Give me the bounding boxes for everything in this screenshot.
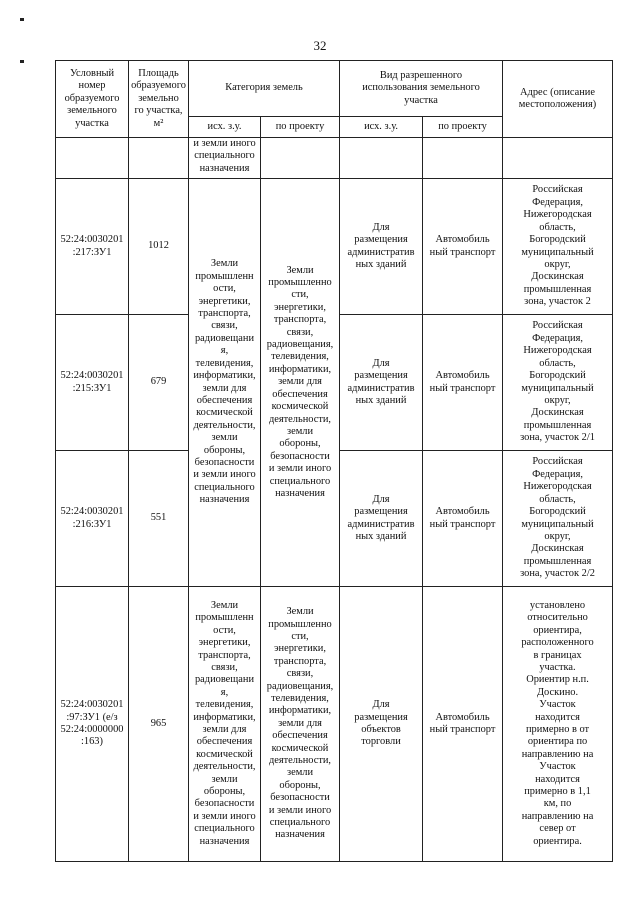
use-project: Автомобиль ный транспорт: [423, 315, 503, 451]
category-source: Земли промышленн ости, энергетики, транспорта, связи, радиовещани я, телевидения, информатики, земли для обеспечения космической деятельности, земли обороны, безопасности и земли иного специального назначения: [189, 587, 261, 862]
address: Российская Федерация, Нижегородская область, Богородский муниципальный округ, Доскинская промышленная зона, участок 2/2: [503, 451, 613, 587]
table-row: [56, 587, 613, 862]
address: Российская Федерация, Нижегородская область, Богородский муниципальный округ, Доскинская промышленная зона, участок 2: [503, 179, 613, 315]
header-land-category: Категория земель: [189, 61, 340, 117]
use-source: Для размещения административ ных зданий: [340, 179, 423, 315]
plot-area: 551: [129, 451, 189, 587]
plot-area: 965: [129, 587, 189, 862]
plot-number: 52:24:0030201 :97:ЗУ1 (е/з 52:24:0000000 :163): [56, 587, 129, 862]
use-source: Для размещения административ ных зданий: [340, 315, 423, 451]
category-source-merged: Земли промышленн ости, энергетики, транспорта, связи, радиовещани я, телевидения, информатики, земли для обеспечения космической деятельности, земли обороны, безопасности и земли иного специального назначения: [189, 179, 261, 587]
margin-mark: [20, 60, 24, 63]
page-number: 32: [313, 38, 327, 53]
plot-number: 52:24:0030201 :215:ЗУ1: [56, 315, 129, 451]
header-area: Площадь образуемого земельно го участка, м²: [129, 61, 189, 138]
use-source: Для размещения административ ных зданий: [340, 451, 423, 587]
address: установлено относительно ориентира, расположенного в границах участка. Ориентир н.п. Доскино. Участок находится примерно в от ориентира по направлению на Участок находится примерно в 1,1 км, по направлению на север от ориентира.: [503, 587, 613, 862]
margin-mark: [20, 18, 24, 21]
header-use-project: по проекту: [423, 117, 503, 138]
header-category-source: исх. з.у.: [189, 117, 261, 138]
category-project: Земли промышленно сти, энергетики, транспорта, связи, радиовещания, телевидения, информатики, земли для обеспечения космической деятельности, земли обороны, безопасности и земли иного специального назначения: [261, 587, 340, 862]
header-use-source: исх. з.у.: [340, 117, 423, 138]
use-source: Для размещения объектов торговли: [340, 587, 423, 862]
header-row: [56, 61, 613, 117]
continuation-row: [56, 138, 613, 179]
plot-area: 1012: [129, 179, 189, 315]
use-project: Автомобиль ный транспорт: [423, 451, 503, 587]
table-row: [56, 179, 613, 315]
use-project: Автомобиль ный транспорт: [423, 179, 503, 315]
address: Российская Федерация, Нижегородская область, Богородский муниципальный округ, Доскинская промышленная зона, участок 2/1: [503, 315, 613, 451]
plot-number: 52:24:0030201 :216:ЗУ1: [56, 451, 129, 587]
header-plot-number: Условный номер образуемого земельного участка: [56, 61, 129, 138]
header-permitted-use: Вид разрешенного использования земельного участка: [340, 61, 503, 117]
header-category-project: по проекту: [261, 117, 340, 138]
plot-area: 679: [129, 315, 189, 451]
category-source-continued: и земли иного специального назначения: [189, 138, 261, 179]
category-project-merged: Земли промышленно сти, энергетики, транспорта, связи, радиовещания, телевидения, информатики, земли для обеспечения космической деятельности, земли обороны, безопасности и земли иного специального назначения: [261, 179, 340, 587]
land-plots-table: [55, 60, 613, 862]
header-address: Адрес (описание местоположения): [503, 61, 613, 138]
plot-number: 52:24:0030201 :217:ЗУ1: [56, 179, 129, 315]
use-project: Автомобиль ный транспорт: [423, 587, 503, 862]
